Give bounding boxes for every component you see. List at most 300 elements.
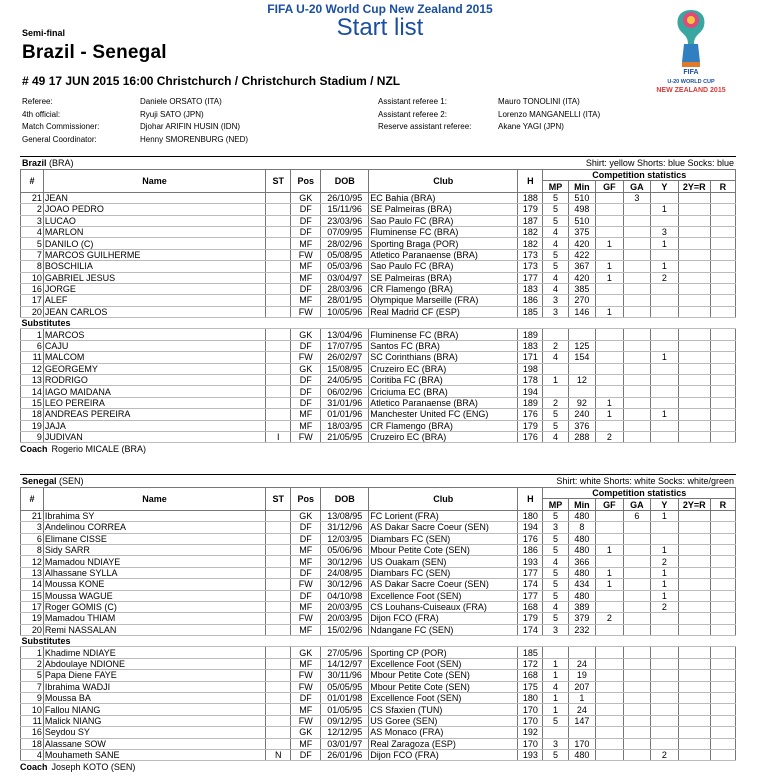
cell — [266, 715, 291, 726]
cell — [651, 283, 679, 294]
cell — [710, 431, 735, 442]
cell — [623, 409, 651, 420]
official-row — [22, 109, 248, 122]
cell: 1 — [21, 329, 44, 340]
cell: 177 — [518, 567, 543, 578]
cell: 420 — [568, 272, 596, 283]
cell — [710, 510, 735, 521]
col-dob: DOB — [321, 170, 369, 193]
cell — [266, 624, 291, 635]
cell: 173 — [518, 261, 543, 272]
cell: 187 — [518, 215, 543, 226]
cell — [266, 601, 291, 612]
cell: JEAN CARLOS — [43, 306, 265, 317]
cell — [568, 727, 596, 738]
cell: US Ouakam (SEN) — [369, 556, 518, 567]
cell: 198 — [518, 363, 543, 374]
cell: CR Flamengo (BRA) — [369, 420, 518, 431]
cell: 366 — [568, 556, 596, 567]
cell: 1 — [596, 567, 624, 578]
cell — [266, 420, 291, 431]
cell — [710, 544, 735, 555]
cell: 07/09/95 — [321, 226, 369, 237]
cell — [623, 295, 651, 306]
substitutes-row — [21, 636, 736, 647]
cell: 13/04/96 — [321, 329, 369, 340]
cell — [568, 647, 596, 658]
cell: LEO PEREIRA — [43, 397, 265, 408]
player-row — [21, 306, 736, 317]
cell — [266, 544, 291, 555]
cell: 288 — [568, 431, 596, 442]
cell: 168 — [518, 670, 543, 681]
cell: 193 — [518, 556, 543, 567]
cell — [266, 340, 291, 351]
cell — [623, 681, 651, 692]
cell — [266, 363, 291, 374]
cell: MF — [291, 238, 321, 249]
cell — [266, 727, 291, 738]
cell: 182 — [518, 238, 543, 249]
cell: 1 — [651, 409, 679, 420]
cell — [678, 670, 710, 681]
cell: GK — [291, 363, 321, 374]
cell: 498 — [568, 204, 596, 215]
cell: 13 — [21, 375, 44, 386]
cell: Ibrahima WADJI — [43, 681, 265, 692]
cell: Fluminense FC (BRA) — [369, 226, 518, 237]
cell: 18 — [21, 738, 44, 749]
cell — [710, 397, 735, 408]
official-value: Akane YAGI (JPN) — [498, 122, 564, 131]
cell — [651, 215, 679, 226]
cell: 170 — [518, 704, 543, 715]
player-row — [21, 556, 736, 567]
cell: 1 — [596, 261, 624, 272]
cell — [651, 340, 679, 351]
cell: 232 — [568, 624, 596, 635]
cell: MF — [291, 544, 321, 555]
col-h: H — [518, 488, 543, 511]
cell — [623, 249, 651, 260]
cell — [266, 261, 291, 272]
cell — [596, 375, 624, 386]
cell: 26/01/96 — [321, 749, 369, 760]
cell — [710, 693, 735, 704]
cell: 24/08/95 — [321, 567, 369, 578]
cell — [678, 738, 710, 749]
cell — [266, 397, 291, 408]
team-header — [20, 474, 736, 487]
cell — [678, 397, 710, 408]
cell — [623, 340, 651, 351]
tournament-name: FIFA U-20 World Cup New Zealand 2015 — [267, 2, 493, 16]
cell: 154 — [568, 352, 596, 363]
cell: 5 — [543, 567, 568, 578]
cell: 05/06/96 — [321, 544, 369, 555]
cell: 30/12/96 — [321, 579, 369, 590]
official-row — [22, 96, 248, 109]
cell — [623, 522, 651, 533]
cell: Roger GOMIS (C) — [43, 601, 265, 612]
cell: 16 — [21, 727, 44, 738]
cell — [678, 715, 710, 726]
cell: 170 — [568, 738, 596, 749]
cell: 1 — [651, 261, 679, 272]
cell — [623, 590, 651, 601]
cell: Excellence Foot (SEN) — [369, 693, 518, 704]
cell — [710, 738, 735, 749]
cell: 6 — [21, 340, 44, 351]
col-gf: GF — [596, 181, 624, 192]
cell — [623, 272, 651, 283]
roster-table — [20, 487, 736, 761]
cell — [651, 306, 679, 317]
cell: 185 — [518, 647, 543, 658]
cell: GK — [291, 510, 321, 521]
cell: 05/03/96 — [321, 261, 369, 272]
player-row — [21, 204, 736, 215]
col-yr: 2Y=R — [678, 499, 710, 510]
cell — [596, 624, 624, 635]
cell: Mbour Petite Cote (SEN) — [369, 681, 518, 692]
cell: 09/12/95 — [321, 715, 369, 726]
cell — [266, 567, 291, 578]
cell: 4 — [543, 272, 568, 283]
cell — [710, 727, 735, 738]
cell — [596, 715, 624, 726]
cell: 389 — [568, 601, 596, 612]
cell: Mbour Petite Cote (SEN) — [369, 670, 518, 681]
cell: 170 — [518, 738, 543, 749]
cell: 6 — [21, 533, 44, 544]
cell: 5 — [543, 544, 568, 555]
cell: 5 — [543, 579, 568, 590]
cell — [266, 329, 291, 340]
cell — [678, 522, 710, 533]
cell — [266, 215, 291, 226]
cell: 6 — [623, 510, 651, 521]
cell — [623, 738, 651, 749]
cell: Seydou SY — [43, 727, 265, 738]
cell — [266, 590, 291, 601]
cell: 367 — [568, 261, 596, 272]
substitutes-row — [21, 318, 736, 329]
official-value: Lorenzo MANGANELLI (ITA) — [498, 109, 601, 119]
cell: 4 — [543, 283, 568, 294]
cell: 183 — [518, 283, 543, 294]
cell — [710, 363, 735, 374]
cell: MALCOM — [43, 352, 265, 363]
cell: 2 — [651, 749, 679, 760]
cell — [651, 329, 679, 340]
cell: 7 — [21, 249, 44, 260]
cell: Alhassane SYLLA — [43, 567, 265, 578]
cell: MF — [291, 261, 321, 272]
cell — [710, 272, 735, 283]
cell — [710, 704, 735, 715]
cell: DF — [291, 533, 321, 544]
player-row — [21, 613, 736, 624]
cell: GK — [291, 647, 321, 658]
coach-label: Coach — [20, 761, 48, 772]
cell — [651, 420, 679, 431]
cell: 20 — [21, 624, 44, 635]
cell — [678, 386, 710, 397]
cell: FW — [291, 715, 321, 726]
cell — [651, 522, 679, 533]
cell — [266, 238, 291, 249]
cell: 5 — [543, 590, 568, 601]
cell: 20 — [21, 306, 44, 317]
official-value: Djohar ARIFIN HUSIN (IDN) — [140, 122, 241, 131]
cell: MARCOS GUILHERME — [43, 249, 265, 260]
cell — [710, 681, 735, 692]
cell: 3 — [543, 738, 568, 749]
cell: 1 — [651, 590, 679, 601]
cell: Fallou NIANG — [43, 704, 265, 715]
cell — [596, 533, 624, 544]
cell — [623, 375, 651, 386]
cell — [543, 727, 568, 738]
cell: Manchester United FC (ENG) — [369, 409, 518, 420]
cell: 180 — [518, 510, 543, 521]
cell: 1 — [651, 567, 679, 578]
cell: 14 — [21, 579, 44, 590]
cell — [651, 192, 679, 203]
cell — [651, 249, 679, 260]
cell: Cruzeiro EC (BRA) — [369, 363, 518, 374]
cell — [678, 261, 710, 272]
cell: FW — [291, 681, 321, 692]
cell: 1 — [651, 352, 679, 363]
cell: 15/02/96 — [321, 624, 369, 635]
col-gf: GF — [596, 499, 624, 510]
col-dob: DOB — [321, 488, 369, 511]
cell: 186 — [518, 295, 543, 306]
cell: 480 — [568, 510, 596, 521]
cell: 2 — [651, 601, 679, 612]
player-row — [21, 352, 736, 363]
cell: DF — [291, 386, 321, 397]
cell: DF — [291, 204, 321, 215]
cell — [710, 238, 735, 249]
cell: 23/03/96 — [321, 215, 369, 226]
cell: Diambars FC (SEN) — [369, 533, 518, 544]
cell: 1 — [568, 693, 596, 704]
cell — [710, 249, 735, 260]
cell — [623, 420, 651, 431]
match-teams: Brazil - Senegal — [22, 42, 167, 63]
cell — [266, 647, 291, 658]
logo-text-1: U-20 WORLD CUP — [667, 79, 715, 85]
cell: 176 — [518, 533, 543, 544]
cell: JEAN — [43, 192, 265, 203]
team-header — [20, 156, 736, 169]
cell: 17 — [21, 601, 44, 612]
cell — [266, 670, 291, 681]
cell — [596, 192, 624, 203]
match-info: # 49 17 JUN 2015 16:00 Christchurch / Christchurch Stadium / NZL — [22, 74, 401, 88]
cell: FW — [291, 306, 321, 317]
col-min: Min — [568, 181, 596, 192]
cell: 4 — [543, 556, 568, 567]
cell: 1 — [596, 579, 624, 590]
col-y: Y — [651, 499, 679, 510]
cell — [623, 727, 651, 738]
cell: Mbour Petite Cote (SEN) — [369, 544, 518, 555]
cell: 8 — [568, 522, 596, 533]
player-row — [21, 601, 736, 612]
cell — [596, 658, 624, 669]
cell: 5 — [543, 613, 568, 624]
cell: 12/03/95 — [321, 533, 369, 544]
cell: 170 — [518, 715, 543, 726]
coach-name: Rogerio MICALE (BRA) — [51, 443, 147, 454]
cell: 2 — [596, 431, 624, 442]
cell: 183 — [518, 340, 543, 351]
cell: 2 — [651, 272, 679, 283]
logo-text-2: NEW ZEALAND 2015 — [656, 87, 726, 94]
cell — [568, 363, 596, 374]
cell — [596, 647, 624, 658]
cell — [596, 556, 624, 567]
cell: CS Louhans-Cuiseaux (FRA) — [369, 601, 518, 612]
cell: 176 — [518, 431, 543, 442]
cell: SC Corinthians (BRA) — [369, 352, 518, 363]
cell: 8 — [21, 261, 44, 272]
cell: 01/01/98 — [321, 693, 369, 704]
cell: Moussa BA — [43, 693, 265, 704]
cell: 5 — [543, 510, 568, 521]
cell: FC Lorient (FRA) — [369, 510, 518, 521]
cell — [623, 226, 651, 237]
cell: 175 — [518, 681, 543, 692]
cell: 8 — [21, 544, 44, 555]
cell — [678, 579, 710, 590]
cell: Khadime NDIAYE — [43, 647, 265, 658]
player-row — [21, 340, 736, 351]
cell: Dijon FCO (FRA) — [369, 749, 518, 760]
cell: 3 — [543, 295, 568, 306]
cell — [266, 533, 291, 544]
cell: MF — [291, 409, 321, 420]
cell: 12 — [21, 363, 44, 374]
cell: 5 — [21, 238, 44, 249]
cell: DF — [291, 375, 321, 386]
cell — [678, 363, 710, 374]
team-kit: Shirt: white Shorts: white Socks: white/green — [556, 476, 734, 486]
col-r: R — [710, 181, 735, 192]
cell: AS Dakar Sacre Coeur (SEN) — [369, 579, 518, 590]
cell — [266, 192, 291, 203]
col-club: Club — [369, 170, 518, 193]
cell — [678, 567, 710, 578]
cell: 5 — [543, 204, 568, 215]
player-row — [21, 727, 736, 738]
player-row — [21, 533, 736, 544]
cell: 3 — [651, 226, 679, 237]
cell: 13/08/95 — [321, 510, 369, 521]
cell — [623, 579, 651, 590]
cell — [623, 204, 651, 215]
cell: 174 — [518, 579, 543, 590]
cell: DF — [291, 567, 321, 578]
cell — [266, 375, 291, 386]
col-st: ST — [266, 170, 291, 193]
col-st: ST — [266, 488, 291, 511]
cell — [678, 238, 710, 249]
cell — [623, 544, 651, 555]
cell: CAJU — [43, 340, 265, 351]
cell — [710, 329, 735, 340]
col-y: Y — [651, 181, 679, 192]
cell — [651, 624, 679, 635]
player-row — [21, 624, 736, 635]
cell — [710, 601, 735, 612]
player-row — [21, 670, 736, 681]
cell: 15 — [21, 397, 44, 408]
cell: N — [266, 749, 291, 760]
player-row — [21, 567, 736, 578]
cell: 177 — [518, 272, 543, 283]
official-label: 4th official: — [22, 109, 61, 119]
cell: MF — [291, 624, 321, 635]
cell: 2 — [651, 556, 679, 567]
cell: 182 — [518, 226, 543, 237]
cell: 2 — [543, 340, 568, 351]
cell — [651, 431, 679, 442]
player-row — [21, 192, 736, 203]
cell — [266, 693, 291, 704]
player-row — [21, 238, 736, 249]
cell — [623, 749, 651, 760]
cell: 178 — [518, 375, 543, 386]
cell: 480 — [568, 567, 596, 578]
cell — [623, 431, 651, 442]
official-value: Ryuji SATO (JPN) — [140, 109, 204, 119]
cell: JORGE — [43, 283, 265, 294]
cell: Mamadou NDIAYE — [43, 556, 265, 567]
cell: DF — [291, 226, 321, 237]
cell — [596, 352, 624, 363]
team-code: (BRA) — [49, 158, 74, 168]
cell — [710, 420, 735, 431]
cell — [543, 363, 568, 374]
player-row — [21, 522, 736, 533]
cell: Sporting CP (POR) — [369, 647, 518, 658]
cell — [596, 340, 624, 351]
cell — [710, 579, 735, 590]
player-row — [21, 693, 736, 704]
cell: 03/01/97 — [321, 738, 369, 749]
player-row — [21, 681, 736, 692]
cell: Excellence Foot (SEN) — [369, 658, 518, 669]
player-row — [21, 738, 736, 749]
cell: AS Dakar Sacre Coeur (SEN) — [369, 522, 518, 533]
cell — [710, 624, 735, 635]
cell: 194 — [518, 522, 543, 533]
cell — [596, 749, 624, 760]
cell — [651, 727, 679, 738]
cell — [710, 409, 735, 420]
player-row — [21, 658, 736, 669]
cell — [678, 613, 710, 624]
cell: MF — [291, 295, 321, 306]
cell: 4 — [21, 226, 44, 237]
cell — [710, 192, 735, 203]
cell — [596, 704, 624, 715]
